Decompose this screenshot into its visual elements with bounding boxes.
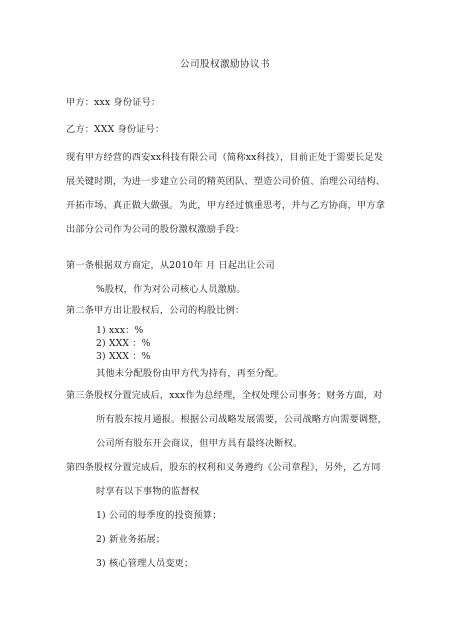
article2-line-1: 第二条甲方出让股权后，公司的构股比例：	[66, 305, 245, 316]
document-title: 公司股权激励协议书	[180, 59, 270, 70]
intro-line-4: 出部分公司作为公司的股份激权激励手段：	[66, 224, 245, 235]
article4-item-1: 1) 公司的每季度的投资预算；	[96, 510, 222, 521]
article2-item-3: 3) XXX ：%	[96, 351, 151, 362]
article1-line-2: %股权，作为对公司核心人员激励。	[96, 284, 246, 295]
article2-item-1: 1) xxx：%	[96, 325, 144, 336]
article3-line-3: 公司所有股东开会商议，但甲方具有最终决断权。	[96, 438, 303, 449]
party-b-line: 乙方：XXX 身份证号：	[66, 124, 165, 135]
article4-line-1: 第四条股权分置完成后，股东的权利和义务遵约《公司章程》，另外，乙方同	[66, 462, 381, 473]
article3-line-1: 第三条股权分置完成后，xxx作为总经理，全权处理公司事务；财务方面，对	[66, 390, 383, 401]
article2-item-2: 2) XXX ：%	[96, 338, 151, 349]
article2-note: 其他未分配股份由甲方代为持有，再至分配。	[96, 368, 284, 379]
article4-line-2: 时享有以下事物的监督权	[96, 486, 200, 497]
article4-item-3: 3) 核心管理人员变更；	[96, 558, 194, 569]
party-a-line: 甲方：xxx 身份证号：	[66, 97, 161, 108]
intro-line-2: 展关键时期，为进一步建立公司的精英团队、塑造公司价值、治理公司结构、	[66, 176, 386, 187]
intro-line-3: 开拓市场、真正做大做强。为此，甲方经过慎重思考，并与乙方协商，甲方拿	[66, 200, 386, 211]
intro-line-1: 现有甲方经营的西安xx科技有限公司（简称xx科技），目前正处于需要长足发	[66, 152, 384, 163]
article4-item-2: 2) 新业务拓展；	[96, 534, 166, 545]
article3-line-2: 所有股东按月通报。根据公司战略发展需要，公司战略方向需要调整，	[96, 414, 388, 425]
article1-line-1: 第一条根据双方商定，从2010年 月 日起出让公司	[66, 260, 275, 271]
